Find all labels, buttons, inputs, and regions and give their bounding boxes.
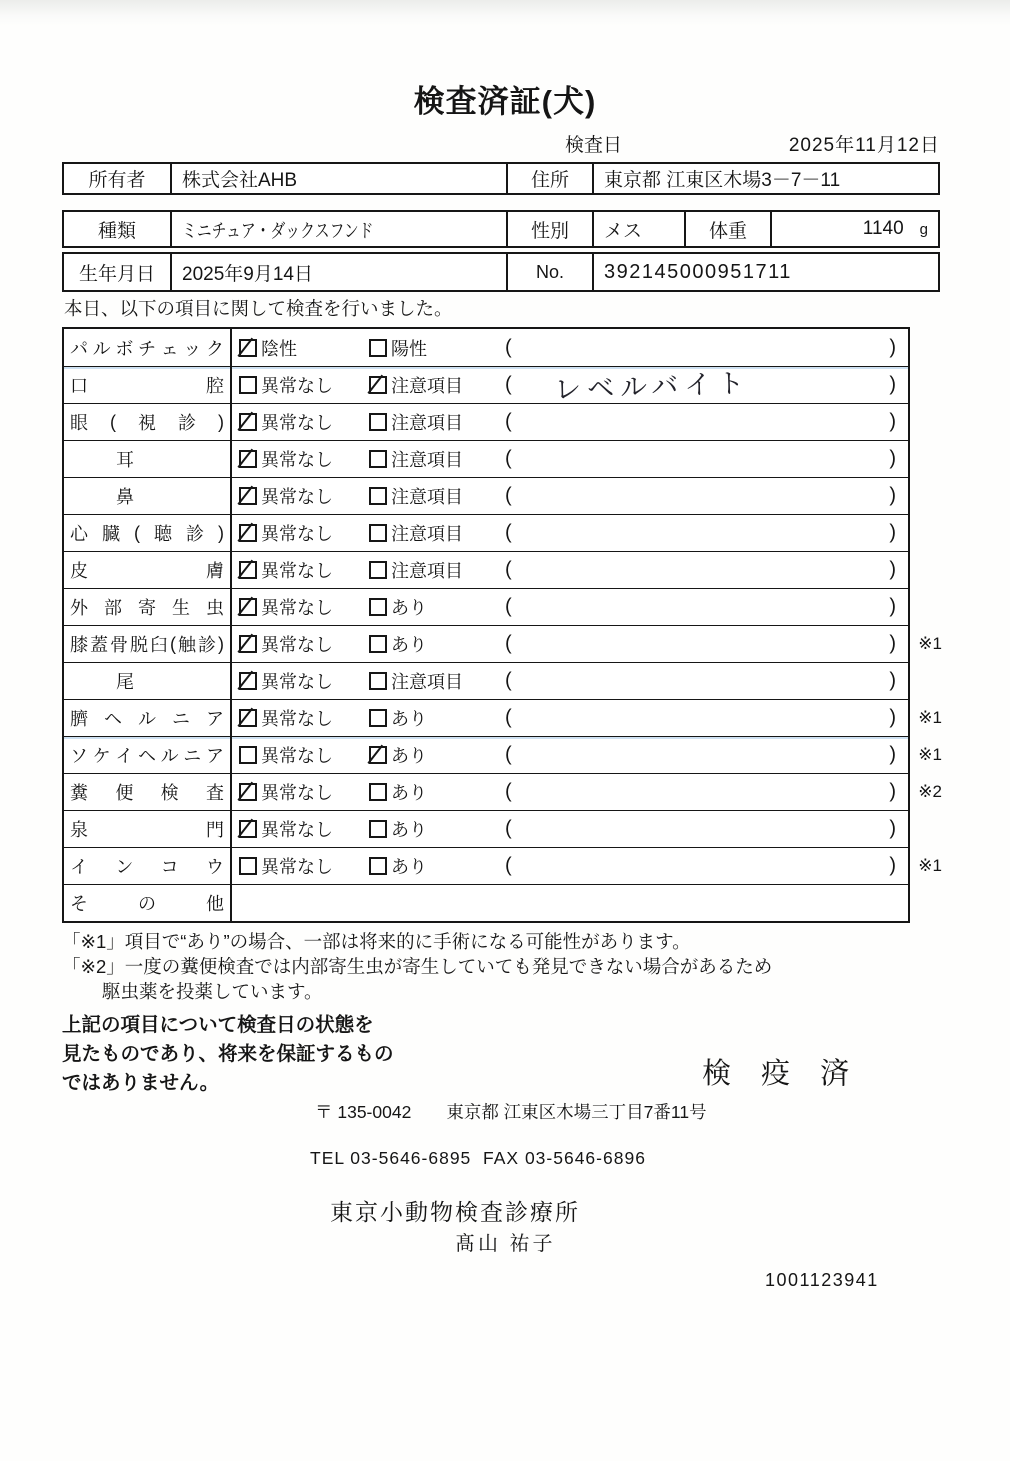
document-number: 1001123941 bbox=[765, 1270, 879, 1290]
checked-checkbox-icon bbox=[239, 709, 257, 727]
exam-option-label: 異常なし bbox=[261, 709, 333, 729]
checked-checkbox-icon bbox=[239, 487, 257, 505]
exam-option bbox=[369, 483, 463, 509]
exam-row bbox=[64, 329, 908, 366]
owner-label: 所有者 bbox=[88, 170, 146, 191]
paren-close: ) bbox=[889, 854, 896, 877]
paren-close: ) bbox=[889, 669, 896, 692]
paren-close: ) bbox=[889, 595, 896, 618]
exam-item-label: 耳 bbox=[64, 441, 232, 477]
exam-option bbox=[369, 520, 463, 546]
footnotes bbox=[62, 929, 772, 1004]
clinic-postal-address: 〒 135-0042 東京都 江東区木場三丁目7番11号 bbox=[315, 1102, 707, 1122]
exam-row bbox=[64, 514, 908, 551]
inspection-date-row bbox=[62, 130, 940, 157]
exam-item-label: イ ン コ ウ bbox=[64, 848, 232, 884]
birthdate-row bbox=[62, 252, 940, 292]
paren-open: ( bbox=[505, 484, 512, 507]
row-remark-mark: ※1 bbox=[918, 856, 942, 875]
footnote-2b: 駆虫薬を投薬しています。 bbox=[102, 981, 323, 1002]
exam-option bbox=[239, 372, 333, 398]
empty-checkbox-icon bbox=[369, 672, 387, 690]
paren-open: ( bbox=[505, 410, 512, 433]
exam-row-body bbox=[232, 441, 908, 477]
sex-value: メス bbox=[592, 212, 684, 246]
exam-row-body bbox=[232, 367, 908, 403]
paren-open: ( bbox=[505, 817, 512, 840]
exam-option-label: あり bbox=[391, 709, 427, 729]
exam-option bbox=[239, 335, 297, 361]
exam-option-label: 異常なし bbox=[261, 783, 333, 803]
serial-no-value: 392145000951711 bbox=[592, 254, 938, 290]
exam-row bbox=[64, 736, 942, 773]
exam-option bbox=[239, 631, 333, 657]
exam-row bbox=[64, 403, 908, 440]
veterinarian-name: 髙山 祐子 bbox=[455, 1233, 556, 1255]
exam-item-label: 臍 ヘ ル ニ ア bbox=[64, 700, 232, 736]
exam-option bbox=[239, 446, 333, 472]
exam-option-label: あり bbox=[391, 635, 427, 655]
footnote-2: 「※2」一度の糞便検査では内部寄生虫が寄生していても発見できない場合があるため bbox=[62, 956, 773, 977]
paren-close: ) bbox=[889, 558, 896, 581]
checked-checkbox-icon bbox=[239, 413, 257, 431]
checked-checkbox-icon bbox=[239, 339, 257, 357]
exam-row-body bbox=[232, 700, 908, 736]
paren-close: ) bbox=[889, 336, 896, 358]
scan-artifact-band bbox=[0, 0, 1010, 26]
checked-checkbox-icon bbox=[239, 672, 257, 690]
exam-option bbox=[369, 409, 463, 435]
exam-item-label: 口 腔 bbox=[64, 367, 232, 403]
paren-open: ( bbox=[505, 669, 512, 692]
exam-row-body bbox=[232, 737, 908, 773]
paren-open: ( bbox=[505, 780, 512, 803]
empty-checkbox-icon bbox=[369, 635, 387, 653]
exam-option bbox=[239, 742, 333, 768]
exam-option-label: 異常なし bbox=[261, 672, 333, 692]
empty-checkbox-icon bbox=[369, 524, 387, 542]
exam-option-label: 注意項目 bbox=[391, 672, 463, 692]
exam-row-body bbox=[232, 663, 908, 699]
exam-option-label: 注意項目 bbox=[391, 561, 463, 581]
empty-checkbox-icon bbox=[369, 709, 387, 727]
address-label: 住所 bbox=[506, 164, 592, 193]
exam-item-label: 鼻 bbox=[64, 478, 232, 514]
checked-checkbox-icon bbox=[239, 783, 257, 801]
exam-option-label: 異常なし bbox=[261, 524, 333, 544]
exam-row-body bbox=[232, 626, 908, 662]
paren-close: ) bbox=[889, 706, 896, 729]
birthdate-value: 2025年9月14日 bbox=[170, 254, 506, 290]
exam-option bbox=[369, 742, 427, 768]
inspection-date-value: 2025年11月12日 bbox=[788, 135, 940, 156]
empty-checkbox-icon bbox=[369, 857, 387, 875]
empty-checkbox-icon bbox=[369, 487, 387, 505]
checked-checkbox-icon bbox=[239, 820, 257, 838]
exam-option bbox=[239, 705, 333, 731]
exam-row bbox=[64, 366, 908, 403]
exam-option-label: 陽性 bbox=[391, 338, 427, 359]
checked-checkbox-icon bbox=[239, 561, 257, 579]
exam-row-body bbox=[232, 515, 908, 551]
exam-item-label: そ の 他 bbox=[64, 885, 232, 921]
exam-option bbox=[369, 631, 427, 657]
serial-no-label: No. bbox=[506, 254, 592, 290]
paren-close: ) bbox=[889, 817, 896, 840]
empty-checkbox-icon bbox=[239, 746, 257, 764]
owner-value: 株式会社AHB bbox=[170, 164, 506, 193]
empty-checkbox-icon bbox=[369, 413, 387, 431]
exam-option-label: 注意項目 bbox=[391, 450, 463, 470]
exam-option bbox=[239, 853, 333, 879]
exam-option bbox=[369, 853, 427, 879]
footnote-1: 「※1」項目で“あり”の場合、一部は将来的に手術になる可能性があります。 bbox=[62, 931, 691, 952]
checked-checkbox-icon bbox=[369, 376, 387, 394]
breed-row bbox=[62, 210, 940, 248]
weight-unit: g bbox=[919, 220, 928, 238]
exam-option bbox=[369, 816, 427, 842]
paren-open: ( bbox=[505, 447, 512, 470]
exam-option bbox=[369, 557, 463, 583]
exam-item-label: ソ ケ イ ヘ ル ニ ア bbox=[64, 737, 232, 773]
page-title: 検査済証(犬) bbox=[413, 84, 597, 119]
exam-row-body bbox=[232, 404, 908, 440]
checked-checkbox-icon bbox=[239, 524, 257, 542]
exam-option bbox=[369, 779, 427, 805]
exam-item-label: 眼 ( 視 診 ) bbox=[64, 404, 232, 440]
weight-value: 1140 g bbox=[770, 212, 938, 246]
row-remark-mark: ※1 bbox=[918, 708, 942, 727]
exam-option bbox=[239, 816, 333, 842]
exam-row bbox=[64, 625, 942, 662]
paren-close: ) bbox=[889, 410, 896, 433]
exam-row-body bbox=[232, 774, 908, 810]
exam-option bbox=[369, 446, 463, 472]
exam-option bbox=[239, 557, 333, 583]
exam-option-label: 注意項目 bbox=[391, 413, 463, 433]
paren-open: ( bbox=[505, 558, 512, 581]
exam-option bbox=[239, 409, 333, 435]
birthdate-label: 生年月日 bbox=[78, 263, 155, 285]
exam-option-label: 異常なし bbox=[261, 376, 333, 396]
exam-option bbox=[239, 779, 333, 805]
exam-option-label: 異常なし bbox=[261, 487, 333, 507]
inspection-date-label: 検査日 bbox=[565, 135, 623, 156]
exam-option-label: あり bbox=[391, 820, 427, 840]
empty-checkbox-icon bbox=[369, 561, 387, 579]
checked-checkbox-icon bbox=[239, 598, 257, 616]
breed-label: 種類 bbox=[97, 220, 136, 242]
empty-checkbox-icon bbox=[369, 820, 387, 838]
paren-open: ( bbox=[505, 632, 512, 655]
row-remark-mark: ※2 bbox=[918, 782, 942, 801]
address-value: 東京都 江東区木場3－7－11 bbox=[592, 164, 938, 193]
exam-row bbox=[64, 699, 942, 736]
exam-option-label: 異常なし bbox=[261, 857, 333, 877]
paren-close: ) bbox=[889, 521, 896, 544]
exam-row bbox=[64, 847, 942, 884]
empty-checkbox-icon bbox=[369, 339, 387, 357]
exam-item-label: パ ル ボ チ ェ ッ ク bbox=[64, 329, 232, 366]
clinic-name: 東京小動物検査診療所 bbox=[330, 1199, 580, 1225]
exam-option-label: 異常なし bbox=[261, 450, 333, 470]
checked-checkbox-icon bbox=[239, 635, 257, 653]
exam-row bbox=[64, 773, 942, 810]
exam-option-label: 陰性 bbox=[261, 338, 297, 359]
exam-option-label: 注意項目 bbox=[391, 524, 463, 544]
paren-open: ( bbox=[505, 854, 512, 877]
weight-label: 体重 bbox=[684, 212, 770, 246]
exam-option bbox=[369, 335, 427, 361]
exam-item-label: 外 部 寄 生 虫 bbox=[64, 589, 232, 625]
exam-item-label: 膝 蓋 骨 脱 臼 ( 触 診 ) bbox=[64, 626, 232, 662]
exam-option-label: 注意項目 bbox=[391, 487, 463, 507]
breed-value: ミニチュア・ダックスフンド bbox=[170, 212, 506, 246]
paren-open: ( bbox=[505, 521, 512, 544]
exam-option-label: あり bbox=[391, 857, 427, 877]
exam-row bbox=[64, 551, 908, 588]
empty-checkbox-icon bbox=[369, 783, 387, 801]
paren-close: ) bbox=[889, 743, 896, 766]
paren-open: ( bbox=[505, 373, 512, 396]
exam-option-label: 異常なし bbox=[261, 598, 333, 618]
empty-checkbox-icon bbox=[369, 598, 387, 616]
exam-row-body bbox=[232, 811, 908, 847]
empty-checkbox-icon bbox=[369, 450, 387, 468]
paren-close: ) bbox=[889, 632, 896, 655]
exam-option bbox=[369, 705, 427, 731]
exam-option-label: あり bbox=[391, 783, 427, 803]
exam-row bbox=[64, 440, 908, 477]
checked-checkbox-icon bbox=[369, 746, 387, 764]
quarantine-passed-stamp: 検 疫 済 bbox=[702, 1058, 861, 1090]
exam-option bbox=[369, 668, 463, 694]
exam-option bbox=[369, 372, 463, 398]
paren-open: ( bbox=[505, 743, 512, 766]
exam-option bbox=[239, 594, 333, 620]
exam-item-label: 糞 便 検 査 bbox=[64, 774, 232, 810]
disclaimer-text: 上記の項目について検査日の状態を 見たものであり、将来を保証するもの ではありません。 bbox=[62, 1014, 394, 1094]
exam-row bbox=[64, 477, 908, 514]
exam-item-label: 泉 門 bbox=[64, 811, 232, 847]
empty-checkbox-icon bbox=[239, 857, 257, 875]
exam-option-label: あり bbox=[391, 598, 427, 618]
row-remark-mark: ※1 bbox=[918, 634, 942, 653]
exam-row bbox=[64, 884, 908, 921]
sex-label: 性別 bbox=[506, 212, 592, 246]
exam-item-label: 心 臓 ( 聴 診 ) bbox=[64, 515, 232, 551]
paren-open: ( bbox=[505, 595, 512, 618]
exam-row-body bbox=[232, 329, 908, 366]
exam-option bbox=[239, 520, 333, 546]
handwritten-note: レベルバイト bbox=[553, 367, 751, 405]
exam-option-label: 注意項目 bbox=[391, 376, 463, 396]
exam-table bbox=[62, 327, 942, 923]
exam-option-label: 異常なし bbox=[261, 413, 333, 433]
exam-option bbox=[369, 594, 427, 620]
paren-close: ) bbox=[889, 373, 896, 396]
exam-row bbox=[64, 588, 908, 625]
exam-row-body bbox=[232, 848, 908, 884]
exam-option bbox=[239, 668, 333, 694]
row-remark-mark: ※1 bbox=[918, 745, 942, 764]
exam-row-body bbox=[232, 478, 908, 514]
exam-option-label: 異常なし bbox=[261, 746, 333, 766]
exam-item-label: 尾 bbox=[64, 663, 232, 699]
paren-open: ( bbox=[505, 706, 512, 729]
paren-open: ( bbox=[505, 336, 512, 358]
exam-option bbox=[239, 483, 333, 509]
clinic-tel-fax: TEL 03-5646-6895 FAX 03-5646-6896 bbox=[310, 1148, 646, 1168]
owner-row bbox=[62, 162, 940, 195]
exam-option-label: あり bbox=[391, 746, 427, 766]
paren-close: ) bbox=[889, 447, 896, 470]
exam-row bbox=[64, 662, 908, 699]
exam-option-label: 異常なし bbox=[261, 561, 333, 581]
exam-row-body bbox=[232, 589, 908, 625]
empty-checkbox-icon bbox=[239, 376, 257, 394]
exam-option-label: 異常なし bbox=[261, 820, 333, 840]
paren-close: ) bbox=[889, 780, 896, 803]
exam-row-body bbox=[232, 552, 908, 588]
exam-row-body bbox=[232, 885, 908, 921]
exam-item-label: 皮 膚 bbox=[64, 552, 232, 588]
checked-checkbox-icon bbox=[239, 450, 257, 468]
intro-sentence: 本日、以下の項目に関して検査を行いました。 bbox=[64, 298, 453, 319]
exam-row bbox=[64, 810, 908, 847]
paren-close: ) bbox=[889, 484, 896, 507]
exam-option-label: 異常なし bbox=[261, 635, 333, 655]
